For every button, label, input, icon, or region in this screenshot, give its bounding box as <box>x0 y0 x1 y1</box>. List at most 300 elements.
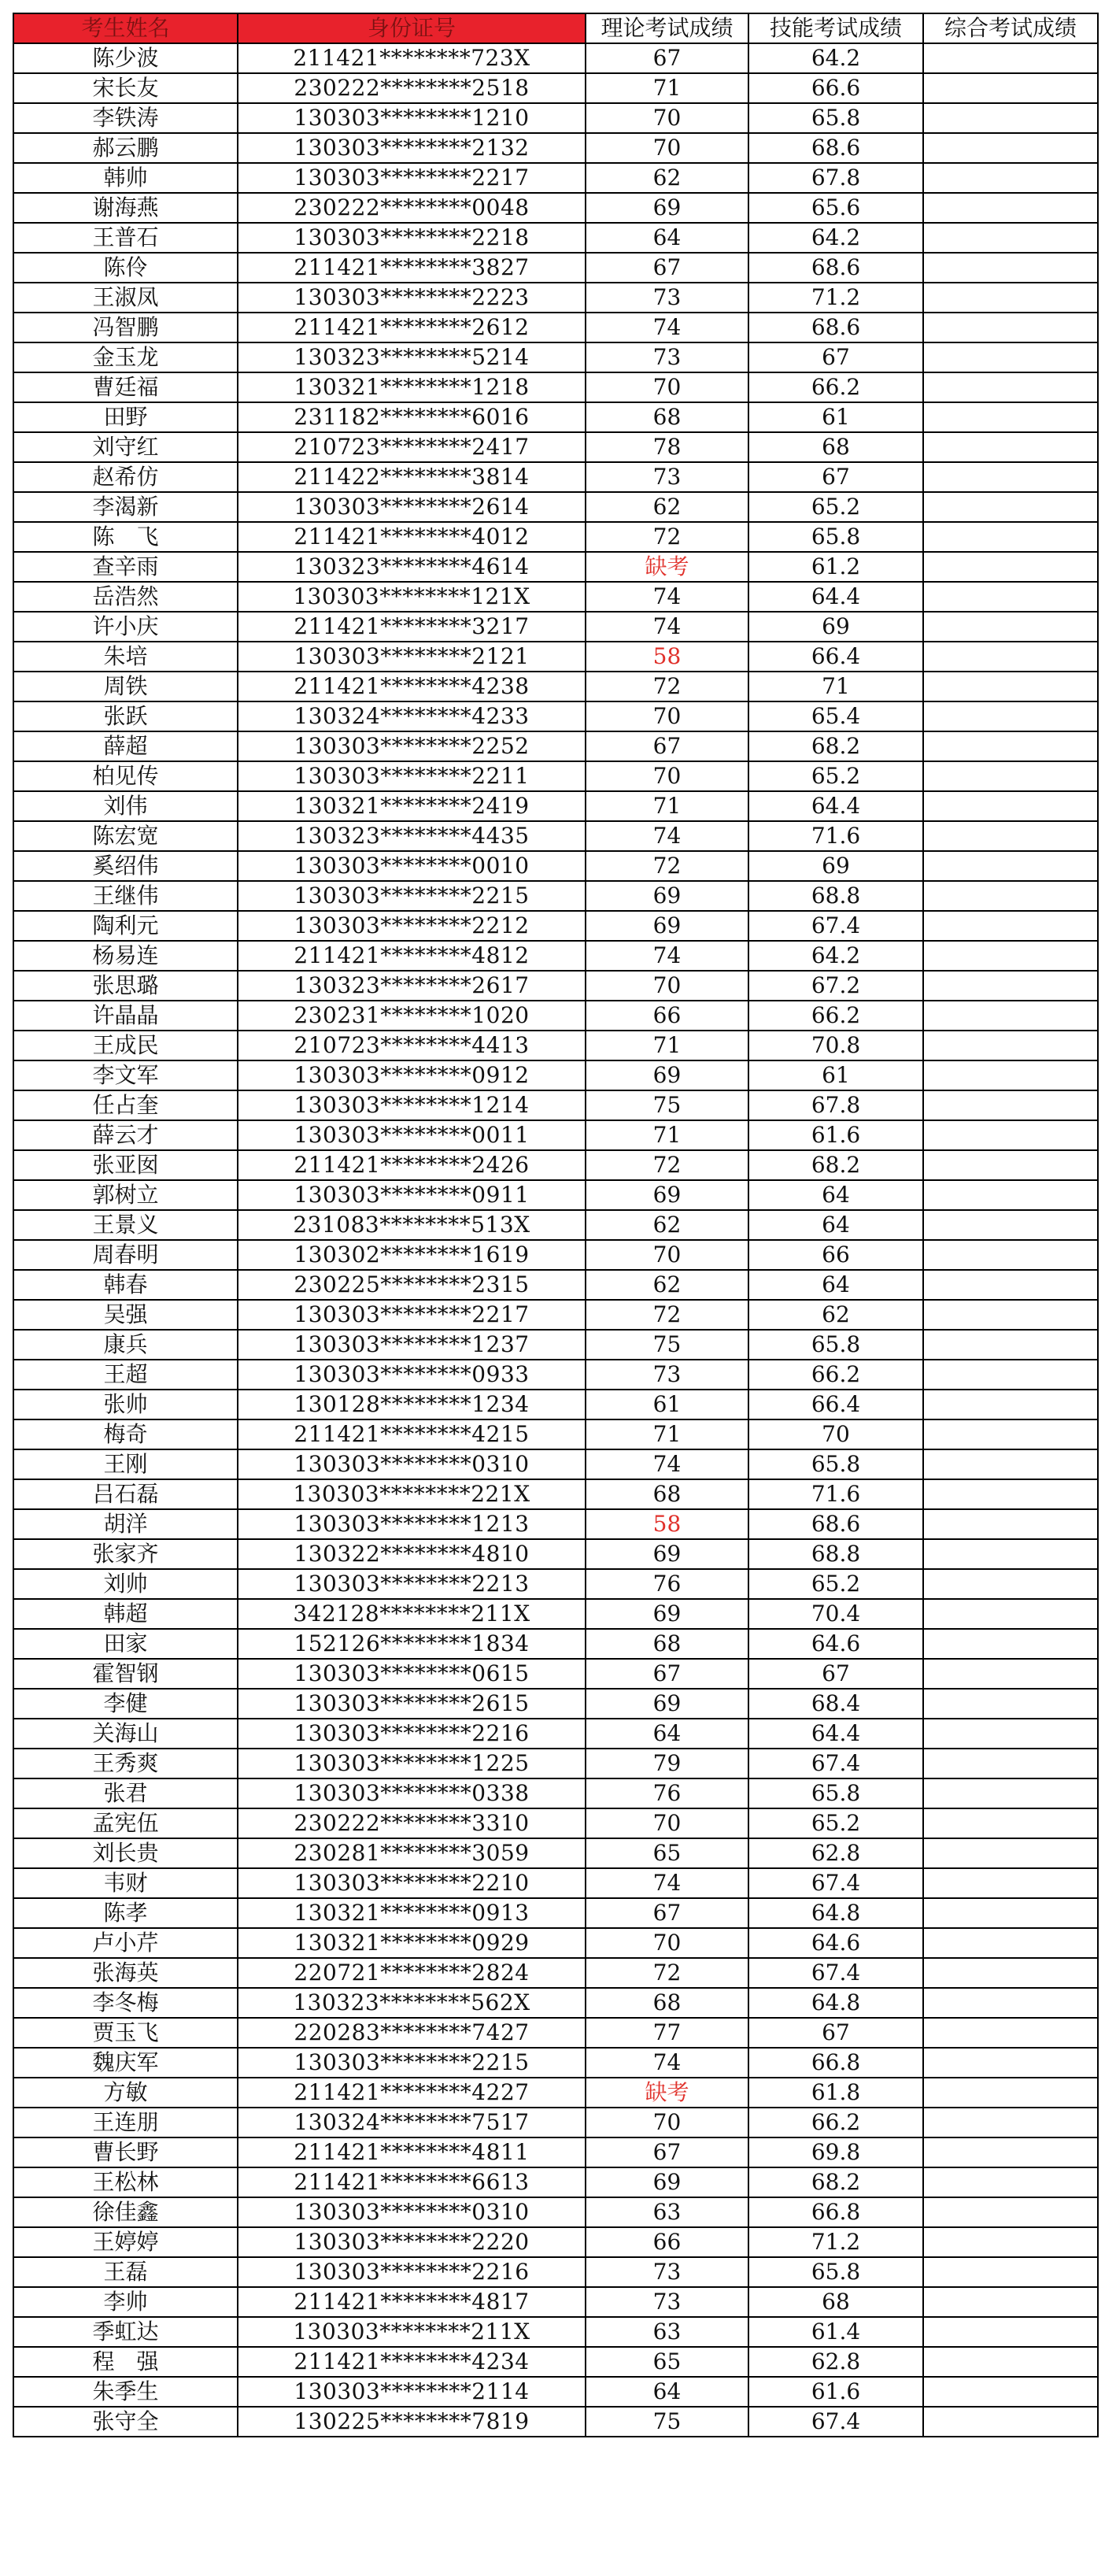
cell-overall-score[interactable] <box>923 1868 1098 1898</box>
cell-theory-score[interactable]: 68 <box>586 1479 748 1509</box>
cell-theory-score[interactable]: 64 <box>586 1719 748 1749</box>
cell-name[interactable]: 王超 <box>13 1360 238 1390</box>
cell-overall-score[interactable] <box>923 1988 1098 2018</box>
cell-theory-score[interactable]: 74 <box>586 941 748 971</box>
cell-overall-score[interactable] <box>923 1509 1098 1539</box>
cell-theory-score[interactable]: 69 <box>586 1060 748 1090</box>
cell-name[interactable]: 田家 <box>13 1629 238 1659</box>
cell-overall-score[interactable] <box>923 851 1098 881</box>
cell-overall-score[interactable] <box>923 462 1098 492</box>
cell-skill-score[interactable]: 65.6 <box>748 193 923 223</box>
cell-theory-score[interactable]: 79 <box>586 1749 748 1778</box>
cell-overall-score[interactable] <box>923 642 1098 672</box>
cell-id-number[interactable]: 130303********1210 <box>238 103 586 133</box>
cell-name[interactable]: 陈 飞 <box>13 522 238 552</box>
cell-name[interactable]: 陈伶 <box>13 253 238 283</box>
cell-overall-score[interactable] <box>923 2018 1098 2048</box>
cell-id-number[interactable]: 130303********2615 <box>238 1689 586 1719</box>
cell-overall-score[interactable] <box>923 1330 1098 1360</box>
cell-id-number[interactable]: 230222********3310 <box>238 1808 586 1838</box>
cell-skill-score[interactable]: 64.4 <box>748 1719 923 1749</box>
cell-theory-score[interactable]: 73 <box>586 462 748 492</box>
cell-id-number[interactable]: 130303********2220 <box>238 2227 586 2257</box>
cell-name[interactable]: 王婷婷 <box>13 2227 238 2257</box>
cell-skill-score[interactable]: 66 <box>748 1240 923 1270</box>
cell-skill-score[interactable]: 64.8 <box>748 1988 923 2018</box>
cell-skill-score[interactable]: 68.2 <box>748 731 923 761</box>
cell-name[interactable]: 王景义 <box>13 1210 238 1240</box>
cell-name[interactable]: 李渴新 <box>13 492 238 522</box>
cell-overall-score[interactable] <box>923 701 1098 731</box>
cell-id-number[interactable]: 130303********1237 <box>238 1330 586 1360</box>
cell-id-number[interactable]: 130303********2216 <box>238 2257 586 2287</box>
cell-overall-score[interactable] <box>923 1390 1098 1419</box>
cell-id-number[interactable]: 130303********2252 <box>238 731 586 761</box>
header-name[interactable]: 考生姓名 <box>13 13 238 43</box>
cell-theory-score[interactable]: 74 <box>586 612 748 642</box>
cell-id-number[interactable]: 220283********7427 <box>238 2018 586 2048</box>
cell-theory-score[interactable]: 76 <box>586 1569 748 1599</box>
cell-theory-score[interactable]: 67 <box>586 253 748 283</box>
cell-skill-score[interactable]: 65.8 <box>748 103 923 133</box>
cell-id-number[interactable]: 130302********1619 <box>238 1240 586 1270</box>
cell-overall-score[interactable] <box>923 761 1098 791</box>
cell-id-number[interactable]: 130303********0615 <box>238 1659 586 1689</box>
cell-theory-score[interactable]: 72 <box>586 1300 748 1330</box>
cell-theory-score[interactable]: 64 <box>586 2377 748 2407</box>
cell-name[interactable]: 许晶晶 <box>13 1001 238 1031</box>
cell-id-number[interactable]: 130303********0338 <box>238 1778 586 1808</box>
cell-skill-score[interactable]: 68.6 <box>748 133 923 163</box>
cell-theory-score[interactable]: 62 <box>586 1210 748 1240</box>
cell-theory-score[interactable]: 70 <box>586 1928 748 1958</box>
cell-overall-score[interactable] <box>923 731 1098 761</box>
cell-theory-score[interactable]: 58 <box>586 642 748 672</box>
cell-overall-score[interactable] <box>923 2137 1098 2167</box>
cell-theory-score[interactable]: 69 <box>586 193 748 223</box>
cell-skill-score[interactable]: 68.6 <box>748 253 923 283</box>
cell-name[interactable]: 张思璐 <box>13 971 238 1001</box>
cell-id-number[interactable]: 130322********4810 <box>238 1539 586 1569</box>
cell-overall-score[interactable] <box>923 1449 1098 1479</box>
cell-theory-score[interactable]: 62 <box>586 163 748 193</box>
cell-id-number[interactable]: 230281********3059 <box>238 1838 586 1868</box>
cell-theory-score[interactable]: 70 <box>586 372 748 402</box>
cell-name[interactable]: 曹廷福 <box>13 372 238 402</box>
cell-id-number[interactable]: 130303********2215 <box>238 881 586 911</box>
cell-theory-score[interactable]: 70 <box>586 761 748 791</box>
cell-overall-score[interactable] <box>923 1031 1098 1060</box>
cell-overall-score[interactable] <box>923 73 1098 103</box>
cell-theory-score[interactable]: 70 <box>586 1240 748 1270</box>
cell-overall-score[interactable] <box>923 1749 1098 1778</box>
cell-theory-score[interactable]: 63 <box>586 2317 748 2347</box>
cell-name[interactable]: 王淑凤 <box>13 283 238 313</box>
cell-name[interactable]: 张跃 <box>13 701 238 731</box>
cell-theory-score[interactable]: 缺考 <box>586 2078 748 2108</box>
cell-name[interactable]: 韩帅 <box>13 163 238 193</box>
cell-skill-score[interactable]: 68.6 <box>748 1509 923 1539</box>
cell-theory-score[interactable]: 67 <box>586 1898 748 1928</box>
cell-skill-score[interactable]: 64.4 <box>748 791 923 821</box>
cell-name[interactable]: 吴强 <box>13 1300 238 1330</box>
cell-overall-score[interactable] <box>923 283 1098 313</box>
cell-skill-score[interactable]: 71.2 <box>748 2227 923 2257</box>
cell-name[interactable]: 李帅 <box>13 2287 238 2317</box>
cell-id-number[interactable]: 130303********0010 <box>238 851 586 881</box>
cell-name[interactable]: 张帅 <box>13 1390 238 1419</box>
cell-theory-score[interactable]: 70 <box>586 701 748 731</box>
cell-id-number[interactable]: 130303********1214 <box>238 1090 586 1120</box>
cell-id-number[interactable]: 130303********0310 <box>238 1449 586 1479</box>
cell-name[interactable]: 孟宪伍 <box>13 1808 238 1838</box>
cell-skill-score[interactable]: 68 <box>748 432 923 462</box>
cell-name[interactable]: 朱培 <box>13 642 238 672</box>
cell-overall-score[interactable] <box>923 1479 1098 1509</box>
cell-skill-score[interactable]: 67 <box>748 2018 923 2048</box>
cell-skill-score[interactable]: 66.2 <box>748 1360 923 1390</box>
cell-id-number[interactable]: 211421********4812 <box>238 941 586 971</box>
cell-skill-score[interactable]: 67 <box>748 342 923 372</box>
cell-theory-score[interactable]: 72 <box>586 1958 748 1988</box>
cell-skill-score[interactable]: 61.8 <box>748 2078 923 2108</box>
cell-name[interactable]: 岳浩然 <box>13 582 238 612</box>
cell-theory-score[interactable]: 67 <box>586 1659 748 1689</box>
cell-id-number[interactable]: 211421********3827 <box>238 253 586 283</box>
cell-overall-score[interactable] <box>923 1808 1098 1838</box>
cell-skill-score[interactable]: 66.8 <box>748 2197 923 2227</box>
cell-skill-score[interactable]: 64 <box>748 1210 923 1240</box>
cell-name[interactable]: 王磊 <box>13 2257 238 2287</box>
cell-overall-score[interactable] <box>923 2377 1098 2407</box>
cell-overall-score[interactable] <box>923 1270 1098 1300</box>
cell-name[interactable]: 王秀爽 <box>13 1749 238 1778</box>
header-id-number[interactable]: 身份证号 <box>238 13 586 43</box>
cell-overall-score[interactable] <box>923 1240 1098 1270</box>
cell-id-number[interactable]: 130324********4233 <box>238 701 586 731</box>
cell-id-number[interactable]: 130303********221X <box>238 1479 586 1509</box>
cell-name[interactable]: 郝云鹏 <box>13 133 238 163</box>
cell-id-number[interactable]: 130303********0912 <box>238 1060 586 1090</box>
cell-overall-score[interactable] <box>923 253 1098 283</box>
cell-theory-score[interactable]: 70 <box>586 1808 748 1838</box>
cell-id-number[interactable]: 230222********2518 <box>238 73 586 103</box>
cell-overall-score[interactable] <box>923 342 1098 372</box>
cell-id-number[interactable]: 130303********2210 <box>238 1868 586 1898</box>
cell-overall-score[interactable] <box>923 492 1098 522</box>
cell-overall-score[interactable] <box>923 821 1098 851</box>
cell-id-number[interactable]: 130128********1234 <box>238 1390 586 1419</box>
cell-skill-score[interactable]: 71.2 <box>748 283 923 313</box>
cell-overall-score[interactable] <box>923 1659 1098 1689</box>
cell-overall-score[interactable] <box>923 1419 1098 1449</box>
cell-skill-score[interactable]: 68.8 <box>748 881 923 911</box>
cell-theory-score[interactable]: 69 <box>586 1539 748 1569</box>
cell-id-number[interactable]: 152126********1834 <box>238 1629 586 1659</box>
cell-id-number[interactable]: 130303********0933 <box>238 1360 586 1390</box>
cell-skill-score[interactable]: 67.4 <box>748 1958 923 1988</box>
cell-theory-score[interactable]: 72 <box>586 1150 748 1180</box>
cell-id-number[interactable]: 130303********1225 <box>238 1749 586 1778</box>
cell-overall-score[interactable] <box>923 672 1098 701</box>
cell-id-number[interactable]: 130303********2121 <box>238 642 586 672</box>
cell-theory-score[interactable]: 68 <box>586 1629 748 1659</box>
header-skill-score[interactable]: 技能考试成绩 <box>748 13 923 43</box>
cell-overall-score[interactable] <box>923 2347 1098 2377</box>
cell-overall-score[interactable] <box>923 1360 1098 1390</box>
cell-skill-score[interactable]: 67.8 <box>748 1090 923 1120</box>
cell-theory-score[interactable]: 67 <box>586 731 748 761</box>
cell-skill-score[interactable]: 61.6 <box>748 2377 923 2407</box>
cell-skill-score[interactable]: 67 <box>748 1659 923 1689</box>
cell-id-number[interactable]: 130303********2213 <box>238 1569 586 1599</box>
cell-id-number[interactable]: 130324********7517 <box>238 2108 586 2137</box>
cell-theory-score[interactable]: 69 <box>586 911 748 941</box>
cell-id-number[interactable]: 130303********2217 <box>238 1300 586 1330</box>
cell-skill-score[interactable]: 64.2 <box>748 941 923 971</box>
cell-id-number[interactable]: 210723********4413 <box>238 1031 586 1060</box>
cell-name[interactable]: 张家齐 <box>13 1539 238 1569</box>
cell-name[interactable]: 田野 <box>13 402 238 432</box>
cell-skill-score[interactable]: 65.2 <box>748 492 923 522</box>
cell-theory-score[interactable]: 缺考 <box>586 552 748 582</box>
cell-id-number[interactable]: 130323********562X <box>238 1988 586 2018</box>
cell-skill-score[interactable]: 64 <box>748 1270 923 1300</box>
cell-theory-score[interactable]: 71 <box>586 1419 748 1449</box>
cell-id-number[interactable]: 211422********3814 <box>238 462 586 492</box>
cell-id-number[interactable]: 130303********2218 <box>238 223 586 253</box>
cell-name[interactable]: 奚绍伟 <box>13 851 238 881</box>
cell-skill-score[interactable]: 67.4 <box>748 2407 923 2437</box>
cell-name[interactable]: 霍智钢 <box>13 1659 238 1689</box>
cell-name[interactable]: 徐佳鑫 <box>13 2197 238 2227</box>
cell-name[interactable]: 陈少波 <box>13 43 238 73</box>
cell-skill-score[interactable]: 66.2 <box>748 1001 923 1031</box>
cell-theory-score[interactable]: 73 <box>586 283 748 313</box>
cell-id-number[interactable]: 230231********1020 <box>238 1001 586 1031</box>
cell-overall-score[interactable] <box>923 2078 1098 2108</box>
cell-theory-score[interactable]: 62 <box>586 1270 748 1300</box>
cell-skill-score[interactable]: 67.2 <box>748 971 923 1001</box>
cell-theory-score[interactable]: 75 <box>586 1090 748 1120</box>
cell-name[interactable]: 冯智鹏 <box>13 313 238 342</box>
cell-overall-score[interactable] <box>923 1898 1098 1928</box>
cell-id-number[interactable]: 130303********0310 <box>238 2197 586 2227</box>
cell-theory-score[interactable]: 74 <box>586 2048 748 2078</box>
cell-overall-score[interactable] <box>923 2167 1098 2197</box>
cell-name[interactable]: 李铁涛 <box>13 103 238 133</box>
cell-skill-score[interactable]: 68 <box>748 2287 923 2317</box>
cell-name[interactable]: 金玉龙 <box>13 342 238 372</box>
cell-theory-score[interactable]: 71 <box>586 791 748 821</box>
cell-overall-score[interactable] <box>923 582 1098 612</box>
cell-id-number[interactable]: 210723********2417 <box>238 432 586 462</box>
cell-skill-score[interactable]: 67.4 <box>748 911 923 941</box>
cell-name[interactable]: 周铁 <box>13 672 238 701</box>
cell-skill-score[interactable]: 65.8 <box>748 1330 923 1360</box>
cell-theory-score[interactable]: 61 <box>586 1390 748 1419</box>
cell-skill-score[interactable]: 61 <box>748 1060 923 1090</box>
cell-theory-score[interactable]: 63 <box>586 2197 748 2227</box>
cell-overall-score[interactable] <box>923 1958 1098 1988</box>
cell-skill-score[interactable]: 68.8 <box>748 1539 923 1569</box>
cell-id-number[interactable]: 231182********6016 <box>238 402 586 432</box>
cell-id-number[interactable]: 231083********513X <box>238 1210 586 1240</box>
cell-theory-score[interactable]: 69 <box>586 1599 748 1629</box>
cell-overall-score[interactable] <box>923 2317 1098 2347</box>
cell-id-number[interactable]: 130303********1213 <box>238 1509 586 1539</box>
cell-name[interactable]: 刘伟 <box>13 791 238 821</box>
cell-theory-score[interactable]: 68 <box>586 1988 748 2018</box>
cell-overall-score[interactable] <box>923 1060 1098 1090</box>
cell-name[interactable]: 韩超 <box>13 1599 238 1629</box>
cell-skill-score[interactable]: 66.4 <box>748 1390 923 1419</box>
cell-overall-score[interactable] <box>923 1150 1098 1180</box>
cell-skill-score[interactable]: 66.2 <box>748 372 923 402</box>
cell-overall-score[interactable] <box>923 1778 1098 1808</box>
cell-skill-score[interactable]: 69 <box>748 851 923 881</box>
cell-overall-score[interactable] <box>923 881 1098 911</box>
cell-skill-score[interactable]: 68.2 <box>748 1150 923 1180</box>
cell-theory-score[interactable]: 70 <box>586 133 748 163</box>
cell-id-number[interactable]: 211421********4215 <box>238 1419 586 1449</box>
cell-id-number[interactable]: 130321********0929 <box>238 1928 586 1958</box>
cell-skill-score[interactable]: 65.4 <box>748 701 923 731</box>
cell-skill-score[interactable]: 65.8 <box>748 2257 923 2287</box>
cell-name[interactable]: 吕石磊 <box>13 1479 238 1509</box>
cell-name[interactable]: 赵希仿 <box>13 462 238 492</box>
cell-theory-score[interactable]: 69 <box>586 2167 748 2197</box>
cell-theory-score[interactable]: 67 <box>586 2137 748 2167</box>
cell-id-number[interactable]: 130323********5214 <box>238 342 586 372</box>
cell-name[interactable]: 刘帅 <box>13 1569 238 1599</box>
cell-theory-score[interactable]: 71 <box>586 73 748 103</box>
cell-overall-score[interactable] <box>923 1300 1098 1330</box>
cell-overall-score[interactable] <box>923 1928 1098 1958</box>
cell-skill-score[interactable]: 71 <box>748 672 923 701</box>
cell-overall-score[interactable] <box>923 313 1098 342</box>
cell-overall-score[interactable] <box>923 612 1098 642</box>
cell-overall-score[interactable] <box>923 1838 1098 1868</box>
cell-overall-score[interactable] <box>923 971 1098 1001</box>
cell-overall-score[interactable] <box>923 1569 1098 1599</box>
cell-name[interactable]: 刘长贵 <box>13 1838 238 1868</box>
cell-id-number[interactable]: 211421********4234 <box>238 2347 586 2377</box>
cell-overall-score[interactable] <box>923 2287 1098 2317</box>
cell-theory-score[interactable]: 65 <box>586 2347 748 2377</box>
cell-overall-score[interactable] <box>923 2407 1098 2437</box>
cell-name[interactable]: 郭树立 <box>13 1180 238 1210</box>
cell-id-number[interactable]: 211421********4817 <box>238 2287 586 2317</box>
cell-theory-score[interactable]: 69 <box>586 881 748 911</box>
cell-overall-score[interactable] <box>923 1180 1098 1210</box>
cell-name[interactable]: 许小庆 <box>13 612 238 642</box>
cell-id-number[interactable]: 130303********2216 <box>238 1719 586 1749</box>
cell-theory-score[interactable]: 74 <box>586 1449 748 1479</box>
cell-theory-score[interactable]: 74 <box>586 821 748 851</box>
cell-name[interactable]: 薛超 <box>13 731 238 761</box>
cell-skill-score[interactable]: 61.4 <box>748 2317 923 2347</box>
cell-name[interactable]: 朱季生 <box>13 2377 238 2407</box>
cell-theory-score[interactable]: 70 <box>586 103 748 133</box>
cell-skill-score[interactable]: 65.2 <box>748 1569 923 1599</box>
cell-skill-score[interactable]: 69.8 <box>748 2137 923 2167</box>
cell-skill-score[interactable]: 67.8 <box>748 163 923 193</box>
cell-name[interactable]: 张亚囡 <box>13 1150 238 1180</box>
cell-overall-score[interactable] <box>923 163 1098 193</box>
cell-name[interactable]: 王连朋 <box>13 2108 238 2137</box>
cell-skill-score[interactable]: 65.8 <box>748 1778 923 1808</box>
cell-skill-score[interactable]: 66.2 <box>748 2108 923 2137</box>
cell-name[interactable]: 关海山 <box>13 1719 238 1749</box>
cell-overall-score[interactable] <box>923 223 1098 253</box>
cell-skill-score[interactable]: 68.2 <box>748 2167 923 2197</box>
cell-skill-score[interactable]: 64.2 <box>748 223 923 253</box>
cell-overall-score[interactable] <box>923 2197 1098 2227</box>
cell-skill-score[interactable]: 61 <box>748 402 923 432</box>
cell-id-number[interactable]: 130321********1218 <box>238 372 586 402</box>
cell-id-number[interactable]: 211421********4012 <box>238 522 586 552</box>
cell-name[interactable]: 康兵 <box>13 1330 238 1360</box>
cell-overall-score[interactable] <box>923 1629 1098 1659</box>
cell-theory-score[interactable]: 73 <box>586 1360 748 1390</box>
cell-name[interactable]: 查辛雨 <box>13 552 238 582</box>
cell-skill-score[interactable]: 66.8 <box>748 2048 923 2078</box>
cell-overall-score[interactable] <box>923 1719 1098 1749</box>
cell-theory-score[interactable]: 72 <box>586 522 748 552</box>
cell-skill-score[interactable]: 67 <box>748 462 923 492</box>
cell-overall-score[interactable] <box>923 941 1098 971</box>
cell-name[interactable]: 张海英 <box>13 1958 238 1988</box>
cell-id-number[interactable]: 130303********2132 <box>238 133 586 163</box>
cell-theory-score[interactable]: 73 <box>586 342 748 372</box>
cell-theory-score[interactable]: 66 <box>586 1001 748 1031</box>
cell-theory-score[interactable]: 58 <box>586 1509 748 1539</box>
cell-id-number[interactable]: 130303********0011 <box>238 1120 586 1150</box>
cell-theory-score[interactable]: 65 <box>586 1838 748 1868</box>
cell-overall-score[interactable] <box>923 522 1098 552</box>
cell-name[interactable]: 任占奎 <box>13 1090 238 1120</box>
cell-skill-score[interactable]: 62.8 <box>748 2347 923 2377</box>
cell-id-number[interactable]: 211421********4238 <box>238 672 586 701</box>
cell-id-number[interactable]: 230222********0048 <box>238 193 586 223</box>
cell-skill-score[interactable]: 64.6 <box>748 1928 923 1958</box>
cell-id-number[interactable]: 230225********2315 <box>238 1270 586 1300</box>
cell-overall-score[interactable] <box>923 911 1098 941</box>
cell-id-number[interactable]: 211421********6613 <box>238 2167 586 2197</box>
cell-name[interactable]: 李文军 <box>13 1060 238 1090</box>
cell-skill-score[interactable]: 66.6 <box>748 73 923 103</box>
cell-theory-score[interactable]: 78 <box>586 432 748 462</box>
cell-id-number[interactable]: 211421********723X <box>238 43 586 73</box>
cell-id-number[interactable]: 211421********4811 <box>238 2137 586 2167</box>
cell-overall-score[interactable] <box>923 552 1098 582</box>
cell-name[interactable]: 程 强 <box>13 2347 238 2377</box>
cell-overall-score[interactable] <box>923 372 1098 402</box>
cell-theory-score[interactable]: 73 <box>586 2287 748 2317</box>
cell-name[interactable]: 周春明 <box>13 1240 238 1270</box>
cell-theory-score[interactable]: 68 <box>586 402 748 432</box>
cell-skill-score[interactable]: 62 <box>748 1300 923 1330</box>
cell-theory-score[interactable]: 66 <box>586 2227 748 2257</box>
cell-overall-score[interactable] <box>923 2108 1098 2137</box>
cell-skill-score[interactable]: 61.2 <box>748 552 923 582</box>
cell-id-number[interactable]: 130321********0913 <box>238 1898 586 1928</box>
cell-id-number[interactable]: 130303********121X <box>238 582 586 612</box>
cell-theory-score[interactable]: 70 <box>586 2108 748 2137</box>
cell-theory-score[interactable]: 75 <box>586 2407 748 2437</box>
header-theory-score[interactable]: 理论考试成绩 <box>586 13 748 43</box>
